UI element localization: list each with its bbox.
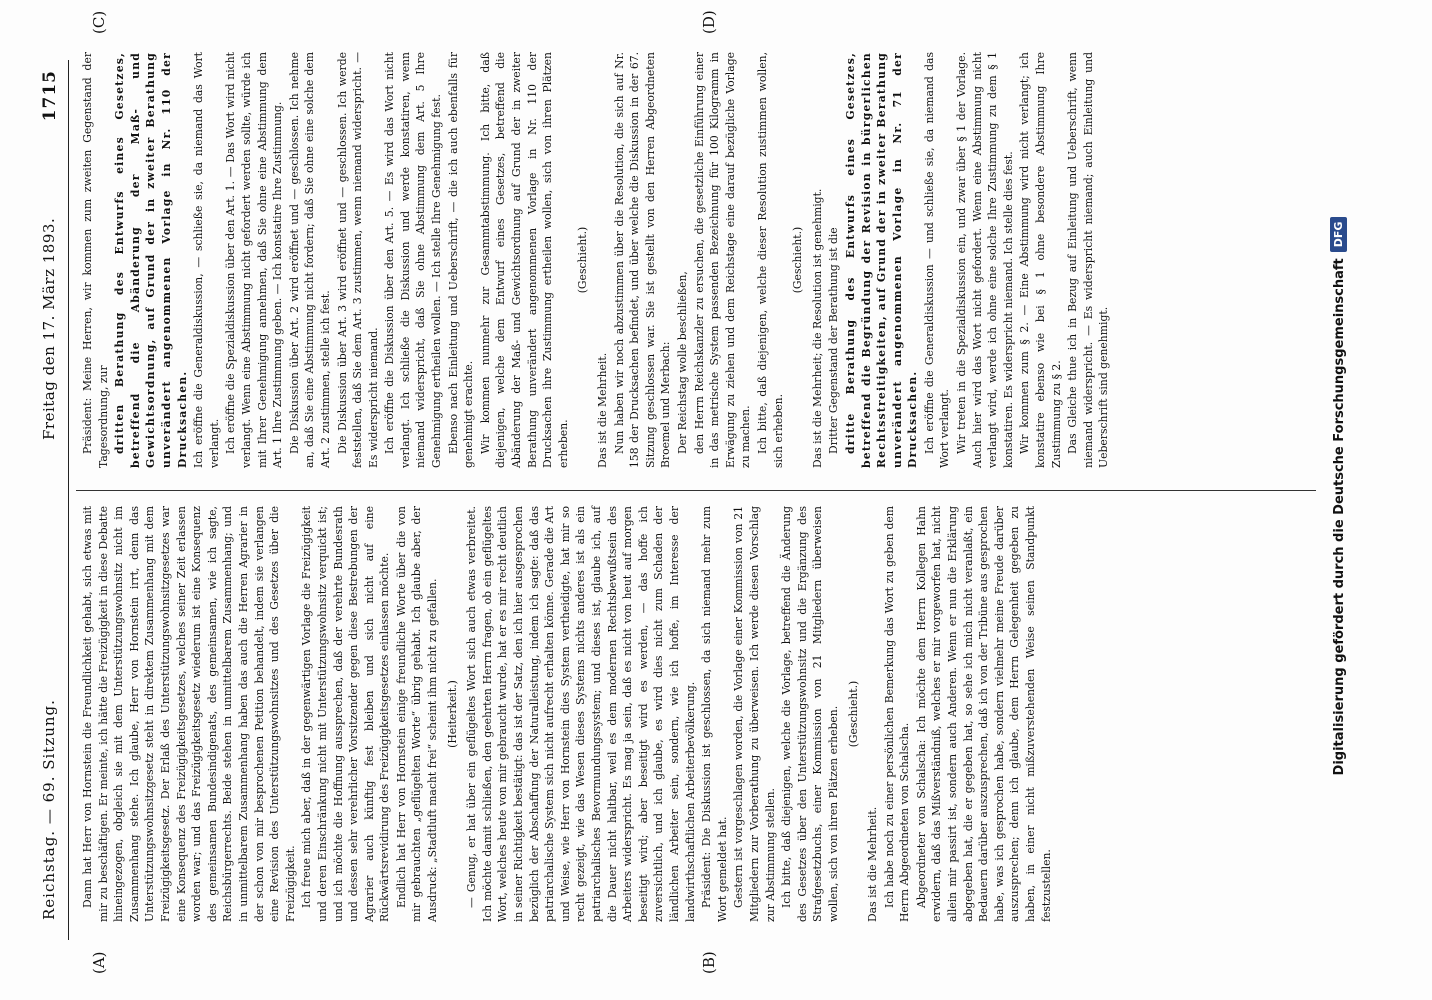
interjection: (Geschieht.) xyxy=(576,226,590,294)
digitization-credit xyxy=(1330,56,1347,936)
interjection: (Geschieht.) xyxy=(846,680,860,748)
paragraph: Die Diskussion über Art. 3 wird eröffnet und — geschlossen. Ich werde feststellen, daß Sie dem Art. 3 zustimmen, wenn niemand widerspricht. — Es widerspricht niemand. xyxy=(335,52,380,468)
paragraph: den Herrn Reichskanzler zu ersuchen, die gesetzliche Einführung einer in das metrische System passenden Bezeichnung für 100 Kilogramm in Erwägung zu ziehen und dem Reichstage eine darauf bezügliche Vorlage zu machen. xyxy=(692,52,753,468)
header-rule xyxy=(68,60,69,940)
running-head-date: Freitag den 17. März 1893. xyxy=(40,217,58,440)
margin-marker-a: (A) xyxy=(90,951,108,974)
paragraph: Ebenso nach Einleitung und Ueberschrift, — die ich auch ebenfalls für genehmigt erachte. xyxy=(446,52,476,468)
paragraph: Ich eröffne die Diskussion über den Art. 5. — Es wird das Wort nicht verlangt. Ich schließe die Diskussion und werde konstatiren, wenn niemand widerspricht, daß Sie ohne Abstimmung dem Art. 5 Ihre Genehmigung ertheilen wollen. — Ich stelle Ihre Genehmigung fest. xyxy=(383,52,444,468)
paragraph: Ich freue mich aber, daß in der gegenwärtigen Vorlage die Freizügigkeit und deren Einschränkung nicht mit Unterstützungswohnsitz verquickt ist; und ich möchte die Hoffnung aussprechen, daß der verehrte Bundesrath und dessen sehr verehrlicher Vorsitzender gegen diese Bestrebungen der Agrarier auch künftig fest bleiben und sich nicht auf eine Rückwärtsrevidirung des Freizügigkeitsgesetzes einlassen möchte. xyxy=(300,506,392,922)
agenda-item-title: dritten Berathung des Entwurfs eines Gesetzes, betreffend die Abänderung der Maß- und Gewichtsordnung, auf Grund der in zweiter Berathung unverändert angenommenen Vorlage in Nr. 110 der Drucksachen. xyxy=(113,52,189,468)
paragraph: Die Diskussion über Art. 2 wird eröffnet und — geschlossen. Ich nehme an, daß Sie eine Abstimmung nicht fordern; daß Sie ohne eine solche dem Art. 2 zustimmen, stelle ich fest. xyxy=(287,52,332,468)
paragraph: Wir kommen zum § 2. — Eine Abstimmung wird nicht verlangt; ich konstatire ebenso wie bei § 1 ohne besondere Abstimmung Ihre Zustimmung zu § 2. xyxy=(1018,52,1063,468)
left-text-column xyxy=(80,506,1055,922)
paragraph: Gestern ist vorgeschlagen worden, die Vorlage einer Kommission von 21 Mitgliedern zur Vorberathung zu überweisen. Ich werde diesen Vorschlag zur Abstimmung stellen. xyxy=(732,506,777,922)
paragraph: Dritter Gegenstand der Berathung ist die xyxy=(827,227,841,454)
paragraph: Präsident: Die Diskussion ist geschlossen, da sich niemand mehr zum Wort gemeldet hat. xyxy=(700,506,729,922)
dfg-logo: DFG xyxy=(1330,217,1347,253)
margin-marker-b: (B) xyxy=(700,951,718,974)
interjection: (Heiterkeit.) xyxy=(445,680,459,748)
paragraph: Ich bitte, daß diejenigen, welche dieser Resolution zustimmen wollen, sich erheben. xyxy=(755,52,785,468)
paragraph: Das ist die Mehrheit; die Resolution ist genehmigt. xyxy=(810,188,824,468)
margin-marker-c: (C) xyxy=(90,10,108,34)
running-head-title: Reichstag. — 69. Sitzung. xyxy=(40,699,58,920)
paragraph: Wir treten in die Spezialdiskussion ein, und zwar über § 1 der Vorlage. Auch hier wird das Wort nicht gefordert. Wenn eine Abstimmung nicht verlangt wird, werde ich ohne eine solche Ihre Zustimmung zu dem § 1 konstatiren. Es widerspricht niemand. Ich stelle dies fest. xyxy=(955,52,1015,468)
page-number: 1715 xyxy=(40,70,60,122)
interjection: (Geschieht.) xyxy=(791,226,805,294)
column-divider xyxy=(76,490,1316,491)
paragraph: Der Reichstag wolle beschließen, xyxy=(675,271,689,454)
paragraph: Nun haben wir noch abzustimmen über die Resolution, die sich auf Nr. 158 der Drucksachen befindet, und über welche die Diskussion in der 67. Sitzung geschlossen war. Sie ist gestellt von den Herren Abgeordneten Broemel und Merbach: xyxy=(612,52,673,468)
paragraph: Das ist die Mehrheit. xyxy=(596,352,609,468)
paragraph: Ich habe noch zu einer persönlichen Bemerkung das Wort zu geben dem Herrn Abgeordneten von Schalscha. xyxy=(882,506,912,922)
paragraph: Abgeordneter von Schalscha: Ich möchte dem Herrn Kollegen Hahn erwidern, daß das Mißverständniß, welches er mir vorgeworfen hat, nicht allein mir passirt ist, sondern auch Anderen. Wenn er nun die Erklärung abgegeben hat, die er gegeben hat, so sehe ich mich nicht veranlaßt, ein Bedauern darüber auszusprechen, daß ich von der Tribüne aus gesprochen habe, was ich gesprochen habe, sondern vielmehr meine Freude darüber auszusprechen; denn ich glaube, dem Herrn Gelegenheit gegeben zu haben, in einer nicht mißzuverstehenden Weise seinen Standpunkt festzustellen. xyxy=(914,506,1053,922)
right-text-column xyxy=(80,52,1113,468)
margin-marker-d: (D) xyxy=(700,10,718,34)
paragraph: Wir kommen nunmehr zur Gesammtabstimmung. Ich bitte, daß diejenigen, welche dem Entwurf eines Gesetzes, betreffend die Abänderung der Maß- und Gewichtsordnung auf Grund der in zweiter Berathung unverändert angenommenen Vorlage in Nr. 110 der Drucksachen ihre Zustimmung ertheilen wollen, sich von ihren Plätzen erheben. xyxy=(478,52,570,468)
paragraph: — Genug, er hat über ein geflügeltes Wort sich auch etwas verbreitet. Ich möchte damit schließen, den geehrten Herrn fragen, ob ein geflügeltes Wort, welches heute von mir gebraucht wurde, hat er es mir recht deutlich in seiner Richtigkeit bestätigt: das ist der Satz, den ich hier ausgesprochen bezüglich der Abschaffung der Naturalleistung, indem ich sagte: daß das patriarchalische System sich nicht aufrecht erhalten könne. Gerade die Art und Weise, wie Herr von Hornstein dies System vertheidigte, hat mir so recht gezeigt, wie das Wesen dieses Systems nichts anderes ist als ein patriarchalisches Bevormundungssystem; und dieses ist, glaube ich, auf die Dauer nicht haltbar, weil es dem modernen Rechtsbewußtsein des Arbeiters widerspricht. Es mag ja sein, daß es nicht von heut auf morgen beseitigt wird; aber beseitigt wird es werden, — das hoffe ich zuversichtlich, und ich glaube, es wird dies nicht zum Schaden der ländlichen Arbeiter sein, sondern, wie ich hoffe, im Interesse der landwirthschaftlichen Arbeiterbevölkerung. xyxy=(465,506,697,922)
paragraph: Das Gleiche thue ich in Bezug auf Einleitung und Ueberschrift, wenn niemand widerspricht. — Es widerspricht niemand; auch Einleitung und Ueberschrift sind genehmigt. xyxy=(1066,52,1111,468)
paragraph: Ich eröffne die Spezialdiskussion über den Art. 1. — Das Wort wird nicht verlangt. Wenn eine Abstimmung nicht gefordert werden sollte, würde ich mit Ihrer Genehmigung annehmen, daß Sie ohne eine Abstimmung dem Art. 1 Ihre Zustimmung geben. — Ich konstatire Ihre Zustimmung. xyxy=(224,52,285,468)
paragraph: Ich eröffne die Generaldiskussion — und schließe sie, da niemand das Wort verlangt. xyxy=(922,52,952,468)
agenda-item-title: dritte Berathung des Entwurfs eines Gesetzes, betreffend die Begründung der Revision in bürgerlichen Rechtsstreitigkeiten, auf Grund der in zweiter Berathung unverändert angenommenen Vorlage in Nr. 71 der Drucksachen. xyxy=(843,52,920,468)
paragraph: Präsident: Meine Herren, wir kommen zum zweiten Gegenstand der Tagesordnung, zur xyxy=(81,52,110,468)
paragraph: Ich eröffne die Generaldiskussion, — schließe sie, da niemand das Wort verlangt. xyxy=(192,52,221,468)
digitization-note: Digitalisierung gefördert durch die Deutsche Forschungsgemeinschaft xyxy=(1332,258,1347,776)
paragraph: Ich bitte, daß diejenigen, welche die Vorlage, betreffend die Änderung des Gesetzes über den Unterstützungswohnsitz und die Ergänzung des Strafgesetzbuchs, einer Kommission von 21 Mitgliedern überweisen wollen, sich von ihren Plätzen erheben. xyxy=(780,506,840,922)
paragraph: Dann hat Herr von Hornstein die Freundlichkeit gehabt, sich etwas mit mir zu beschäftigen. Er meinte, ich hätte die Freizügigkeit in diese Debatte hineingezogen, obgleich sie mit dem Unterstützungswohnsitz nicht im Zusammenhang stehe. Ich glaube, Herr von Hornstein irrt, denn das Unterstützungswohnsitzgesetz steht in direktem Zusammenhang mit dem Freizügigkeitsgesetz. Der Erlaß des Unterstützungswohnsitzgesetzes war eine Konsequenz des Freizügigkeitsgesetzes, welches seiner Zeit erlassen worden war; und das Freizügigkeitsgesetz wiederum ist eine Konsequenz des gemeinsamen Bundesindigenats, des gemeinsamen, wie ich sagte, Reichsbürgerrechts. Beide stehen in unmittelbarem Zusammenhang; und in unmittelbarem Zusammenhang haben das auch die Herren Agrarier in der schon von mir besprochenen Petition behandelt, indem sie verlangen eine Revision des Unterstützungswohnsitzes und des Gesetzes über die Freizügigkeit. xyxy=(81,506,297,922)
paragraph: Das ist die Mehrheit. xyxy=(866,806,880,922)
paragraph: Endlich hat Herr von Hornstein einige freundliche Worte über die von mir gebrauchten „geflügelten Worte“ übrig gehabt. Ich glaube aber, der Ausdruck: „Stadtluft macht frei“ scheint ihm nicht zu gefallen. xyxy=(394,506,440,922)
